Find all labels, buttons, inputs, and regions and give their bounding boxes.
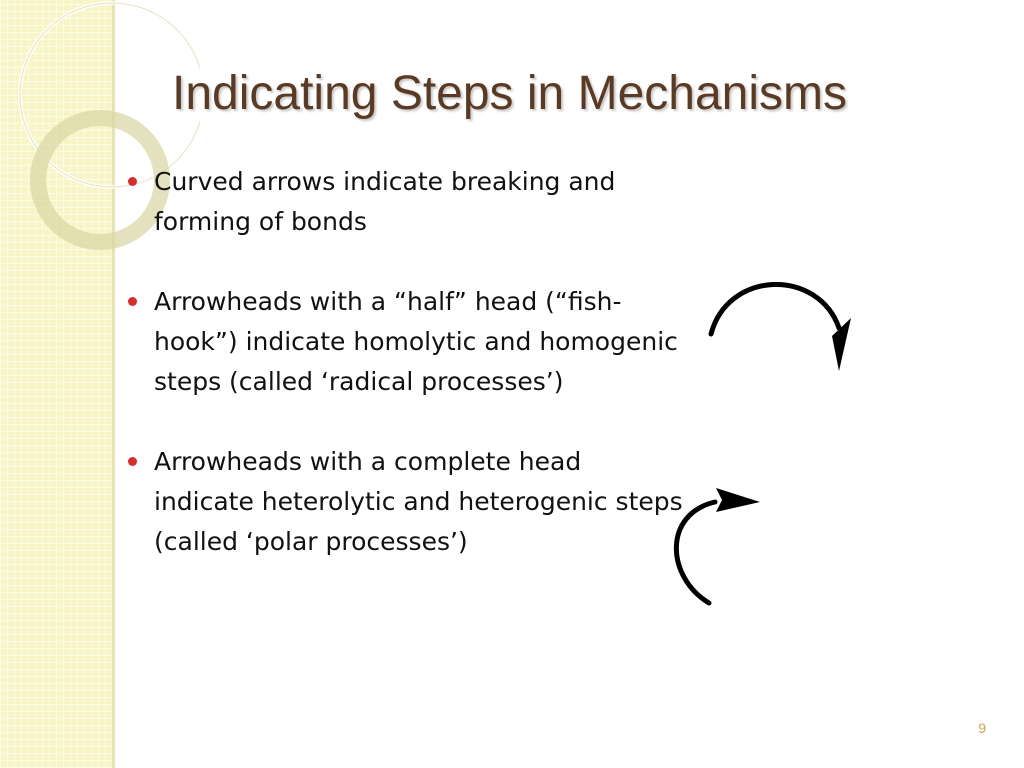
page-number: 9 (978, 720, 986, 736)
slide-title: Indicating Steps in Mechanisms (172, 67, 847, 120)
fish-hook-arrow-icon (700, 276, 860, 380)
bullet-dot (128, 177, 137, 186)
bullet-text: Curved arrows indicate breaking and forming of bonds (154, 167, 616, 236)
bullet-text: Arrowheads with a “half” head (“fish-hook”) indicate homolytic and homogenic steps (called ‘radical processes’) (154, 287, 678, 396)
bullet-dot (128, 297, 137, 306)
bullet-item-half-head (124, 282, 684, 402)
bullet-item-complete-head (124, 442, 684, 562)
curved-arrow-icon (660, 482, 770, 612)
bullet-list (124, 162, 684, 602)
bullet-dot (128, 457, 137, 466)
bullet-item-curved-arrows (124, 162, 684, 242)
bullet-text: Arrowheads with a complete head indicate heterolytic and heterogenic steps (called ‘polar processes’) (154, 447, 683, 556)
